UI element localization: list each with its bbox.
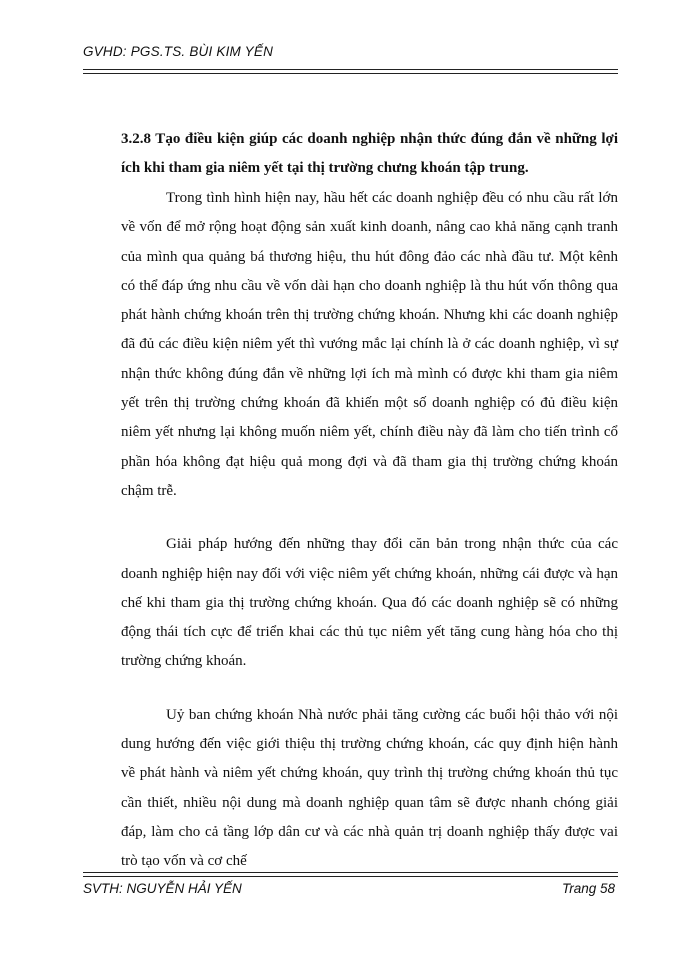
page-body <box>121 125 618 877</box>
paragraph-2: Giải pháp hướng đến những thay đổi căn bản trong nhận thức của các doanh nghiệp hiện nay đối với việc niêm yết chứng khoán, những cái được và hạn chế khi tham gia thị trường chứng khoán. Qua đó các doanh nghiệp sẽ có những động thái tích cực để triển khai các thủ tục niêm yết tăng cung hàng hóa cho thị trường chứng khoán. <box>121 536 618 670</box>
paragraph-3: Uỷ ban chứng khoán Nhà nước phải tăng cường các buổi hội thảo với nội dung hướng đến việc giới thiệu thị trường chứng khoán, các quy định hiện hành về phát hành và niêm yết chứng khoán, quy trình thị trường chứng khoán thủ tục cần thiết, nhiều nội dung mà doanh nghiệp quan tâm sẽ được nhanh chóng giải đáp, làm cho cả tầng lớp dân cư và các nhà quản trị doanh nghiệp thấy được vai trò tạo vốn và cơ chế <box>121 706 618 870</box>
footer-rule-bottom <box>83 876 618 877</box>
footer-student: SVTH: NGUYỄN HẢI YẾN <box>83 881 242 896</box>
section-heading: 3.2.8 Tạo điều kiện giúp các doanh nghiệp nhận thức đúng đắn về những lợi ích khi tham gia niêm yết tại thị trường chưng khoán tập trung. <box>121 131 618 176</box>
header-supervisor: GVHD: PGS.TS. BÙI KIM YẾN <box>83 44 274 59</box>
header-rule-top <box>83 69 618 70</box>
paragraph-gap <box>121 677 618 701</box>
footer-page-number: Trang 58 <box>561 881 615 896</box>
footer-rule-top <box>83 872 618 873</box>
paragraph-gap <box>121 506 618 530</box>
paragraph-1: Trong tình hình hiện nay, hầu hết các doanh nghiệp đều có nhu cầu rất lớn về vốn để mở rộng hoạt động sản xuất kinh doanh, nâng cao khả năng cạnh tranh của mình qua quảng bá thương hiệu, thu hút đông đảo các nhà đầu tư. Một kênh có thể đáp ứng nhu cầu về vốn dài hạn cho doanh nghiệp là thu hút vốn thông qua phát hành chứng khoán trên thị trường chứng khoán. Nhưng khi các doanh nghiệp đã đủ các điều kiện niêm yết thì vướng mắc lại chính là ở các doanh nghiệp, vì sự nhận thức không đúng đắn về những lợi ích mà mình có được khi tham gia niêm yết trên thị trường chứng khoán đã khiến một số doanh nghiệp có đủ điều kiện niêm yết nhưng lại không muốn niêm yết, chính điều này đã làm cho tiến trình cổ phần hóa không đạt hiệu quả mong đợi và đã tham gia thị trường chứng khoán chậm trễ. <box>121 190 618 499</box>
header-rule-bottom <box>83 73 618 74</box>
